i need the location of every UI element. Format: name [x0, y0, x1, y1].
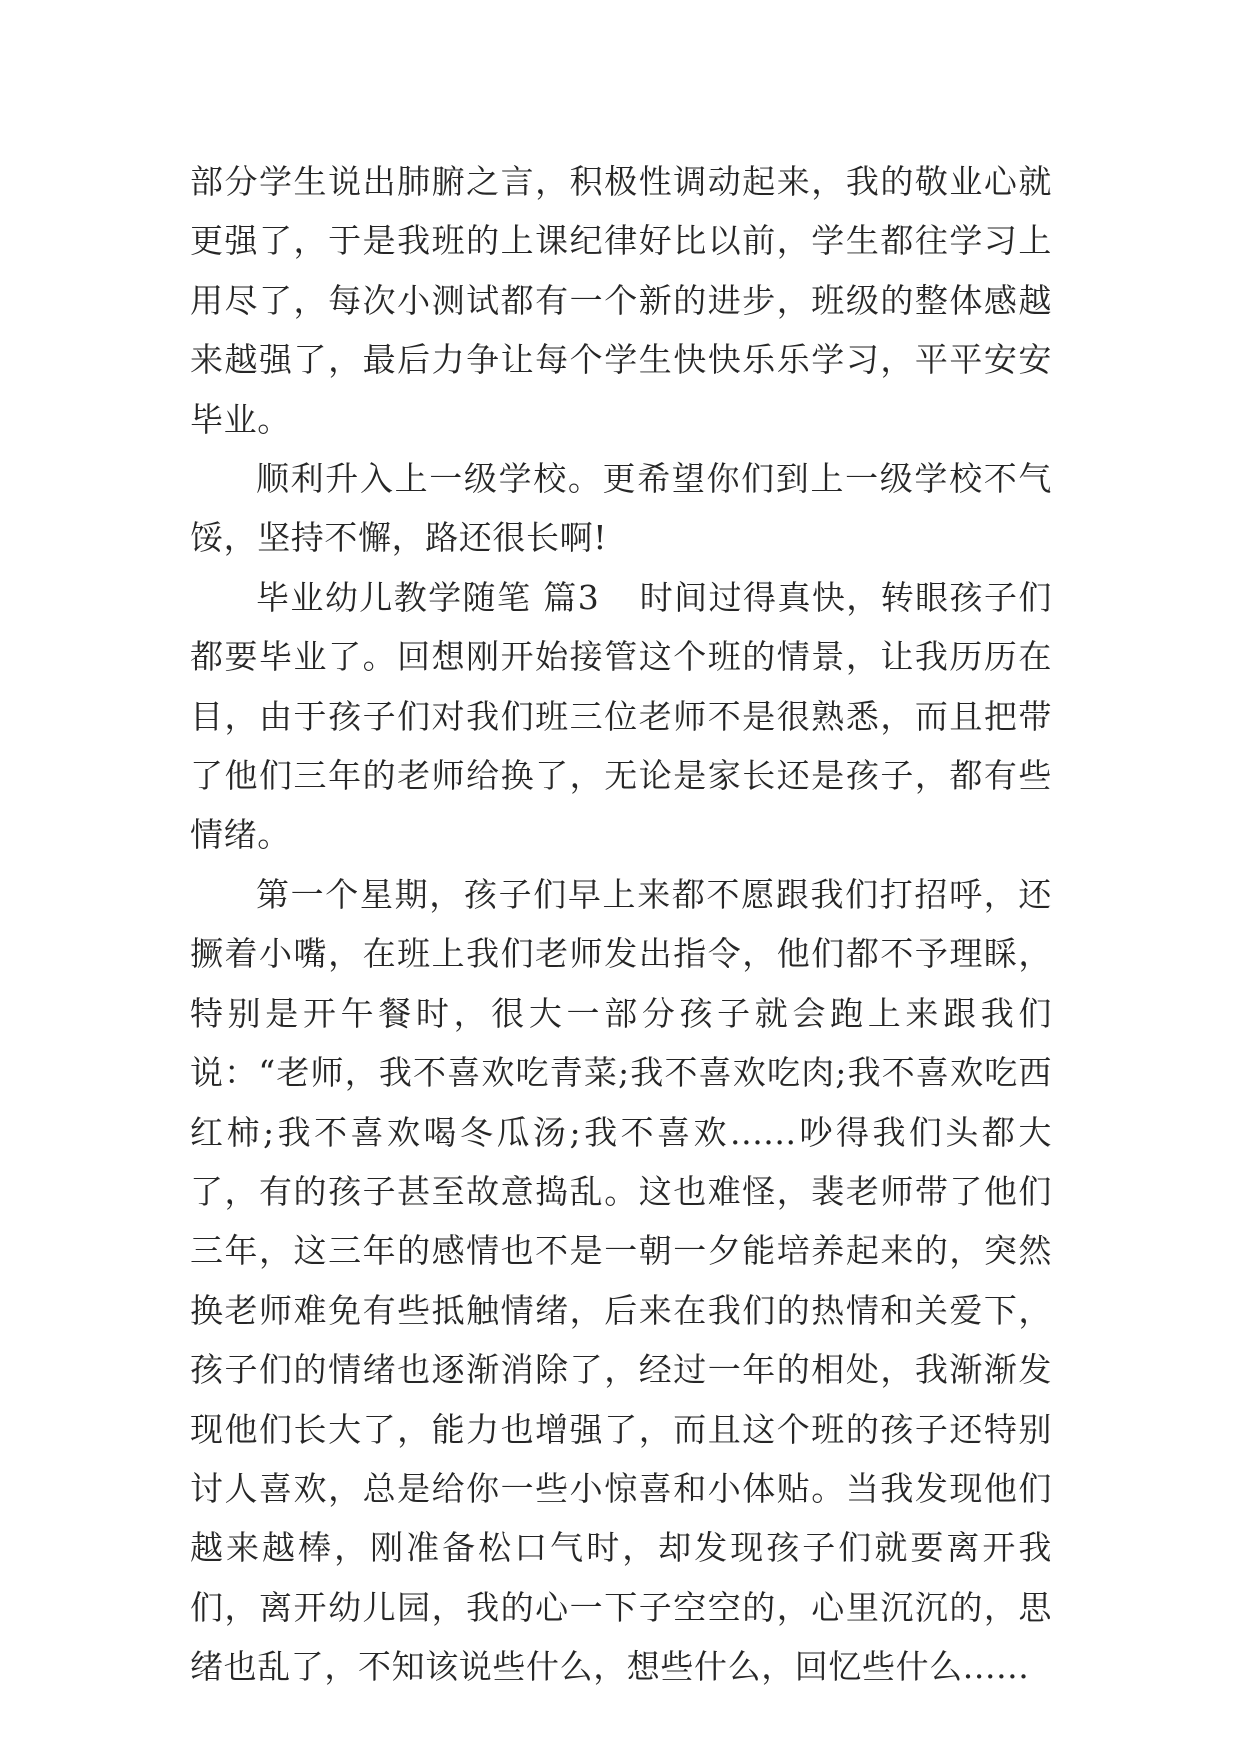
- document-body: [190, 152, 1052, 1697]
- paragraph-first-week: 第一个星期，孩子们早上来都不愿跟我们打招呼，还撅着小嘴，在班上我们老师发出指令，他们都不予理睬，特别是开午餐时，很大一部分孩子就会跑上来跟我们说：“老师，我不喜欢吃青菜;我不喜欢吃肉;我不喜欢吃西红柿;我不喜欢喝冬瓜汤;我不喜欢......吵得我们头都大了，有的孩子甚至故意捣乱。这也难怪，裴老师带了他们三年，这三年的感情也不是一朝一夕能培养起来的，突然换老师难免有些抵触情绪，后来在我们的热情和关爱下，孩子们的情绪也逐渐消除了，经过一年的相处，我渐渐发现他们长大了，能力也增强了，而且这个班的孩子还特别讨人喜欢，总是给你一些小惊喜和小体贴。当我发现他们越来越棒，刚准备松口气时，却发现孩子们就要离开我们，离开幼儿园，我的心一下子空空的，心里沉沉的，思绪也乱了，不知该说些什么，想些什么，回忆些什么......: [190, 874, 1052, 1687]
- section-heading: 毕业幼儿教学随笔 篇3: [256, 577, 600, 617]
- paragraph-farewell: 顺利升入上一级学校。更希望你们到上一级学校不气馁，坚持不懈，路还很长啊!: [190, 459, 1052, 558]
- section-intro-text: 时间过得真快，转眼孩子们都要毕业了。回想刚开始接管这个班的情景，让我历历在目，由于孩子们对我们班三位老师不是很熟悉，而且把带了他们三年的老师给换了，无论是家长还是孩子，都有些情绪。: [190, 577, 1052, 855]
- paragraph-section-3-intro: [190, 568, 1052, 865]
- paragraph-continuation: 部分学生说出肺腑之言，积极性调动起来，我的敬业心就更强了，于是我班的上课纪律好比以前，学生都往学习上用尽了，每次小测试都有一个新的进步，班级的整体感越来越强了，最后力争让每个学生快快乐乐学习，平平安安毕业。: [190, 162, 1052, 439]
